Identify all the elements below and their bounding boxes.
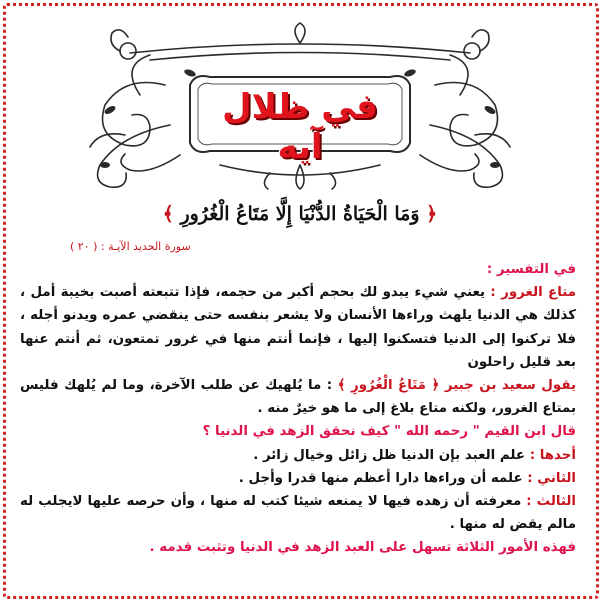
tafsir-definition	[20, 281, 576, 374]
point-2	[20, 467, 576, 490]
quote-term: ﴿ مَتَاعُ الْغُرُورِ ﴾	[337, 378, 440, 394]
verse-bracket-open: ﴿	[426, 203, 438, 225]
ornamental-banner	[70, 15, 530, 195]
verse-reference: سورة الحديد الآيـة : ( ٢٠ )	[70, 240, 191, 253]
point-label: الثالث :	[526, 494, 576, 510]
quote-text: : ما يُلهيك عن طلب الآخرة، وما لم يُلهك فليس بمتاع الغرور، ولكنه متاع بلاغ إلى ما هو خيرٌ منه .	[20, 378, 576, 417]
point-1	[20, 444, 576, 467]
point-3	[20, 490, 576, 536]
quote-intro: يقول سعيد بن جبير	[444, 378, 576, 394]
point-text: معرفته أن زهده فيها لا يمنعه شيئا كتب له منها ، وأن حرصه عليها لايجلب له مالم يقض له منها .	[20, 494, 576, 533]
quran-verse	[30, 203, 570, 225]
conclusion: فهذه الأمور الثلاثة تسهل على العبد الزهد في الدنيا وتثبت قدمه .	[149, 540, 576, 556]
ibn-qayyim-heading: قال ابن القيم " رحمه الله " كيف نحقق الزهد في الدنيا ؟	[202, 424, 576, 440]
definition-text: يعني شيء يبدو لك بحجم أكبر من حجمه، فإذا تتبعته أصبت بخيبة أمل ، كذلك هي الدنيا يلهث وراءها الأنسان ولا يشعر بنفسه حتى ينقضي عمره ويدنو أجله ، فلا تركنوا إلى الدنيا فتسكنوا إليها ، فإنما أنتم منها في غرور تمتعون، ثم أنتم عنها بعد قليل راحلون	[20, 285, 576, 370]
point-label: أحدها :	[529, 447, 576, 463]
article-body	[20, 258, 576, 560]
banner-title: في ظلال آيه	[222, 87, 378, 167]
point-label: الثاني :	[527, 470, 576, 486]
term-label: متاع الغرور :	[490, 285, 576, 301]
point-text: علم العبد بإن الدنيا ظل زائل وخيال زائر .	[253, 447, 530, 463]
saeed-quote	[20, 374, 576, 420]
verse-bracket-close: ﴾	[162, 203, 174, 225]
tafsir-heading: في التفسير :	[486, 262, 576, 277]
point-text: علمه أن وراءها دارا أعظم منها قدرا وأجل .	[238, 470, 528, 486]
verse-text: وَمَا الْحَيَاةُ الدُّنْيَا إِلَّا مَتَاعُ الْغُرُورِ	[180, 203, 420, 225]
